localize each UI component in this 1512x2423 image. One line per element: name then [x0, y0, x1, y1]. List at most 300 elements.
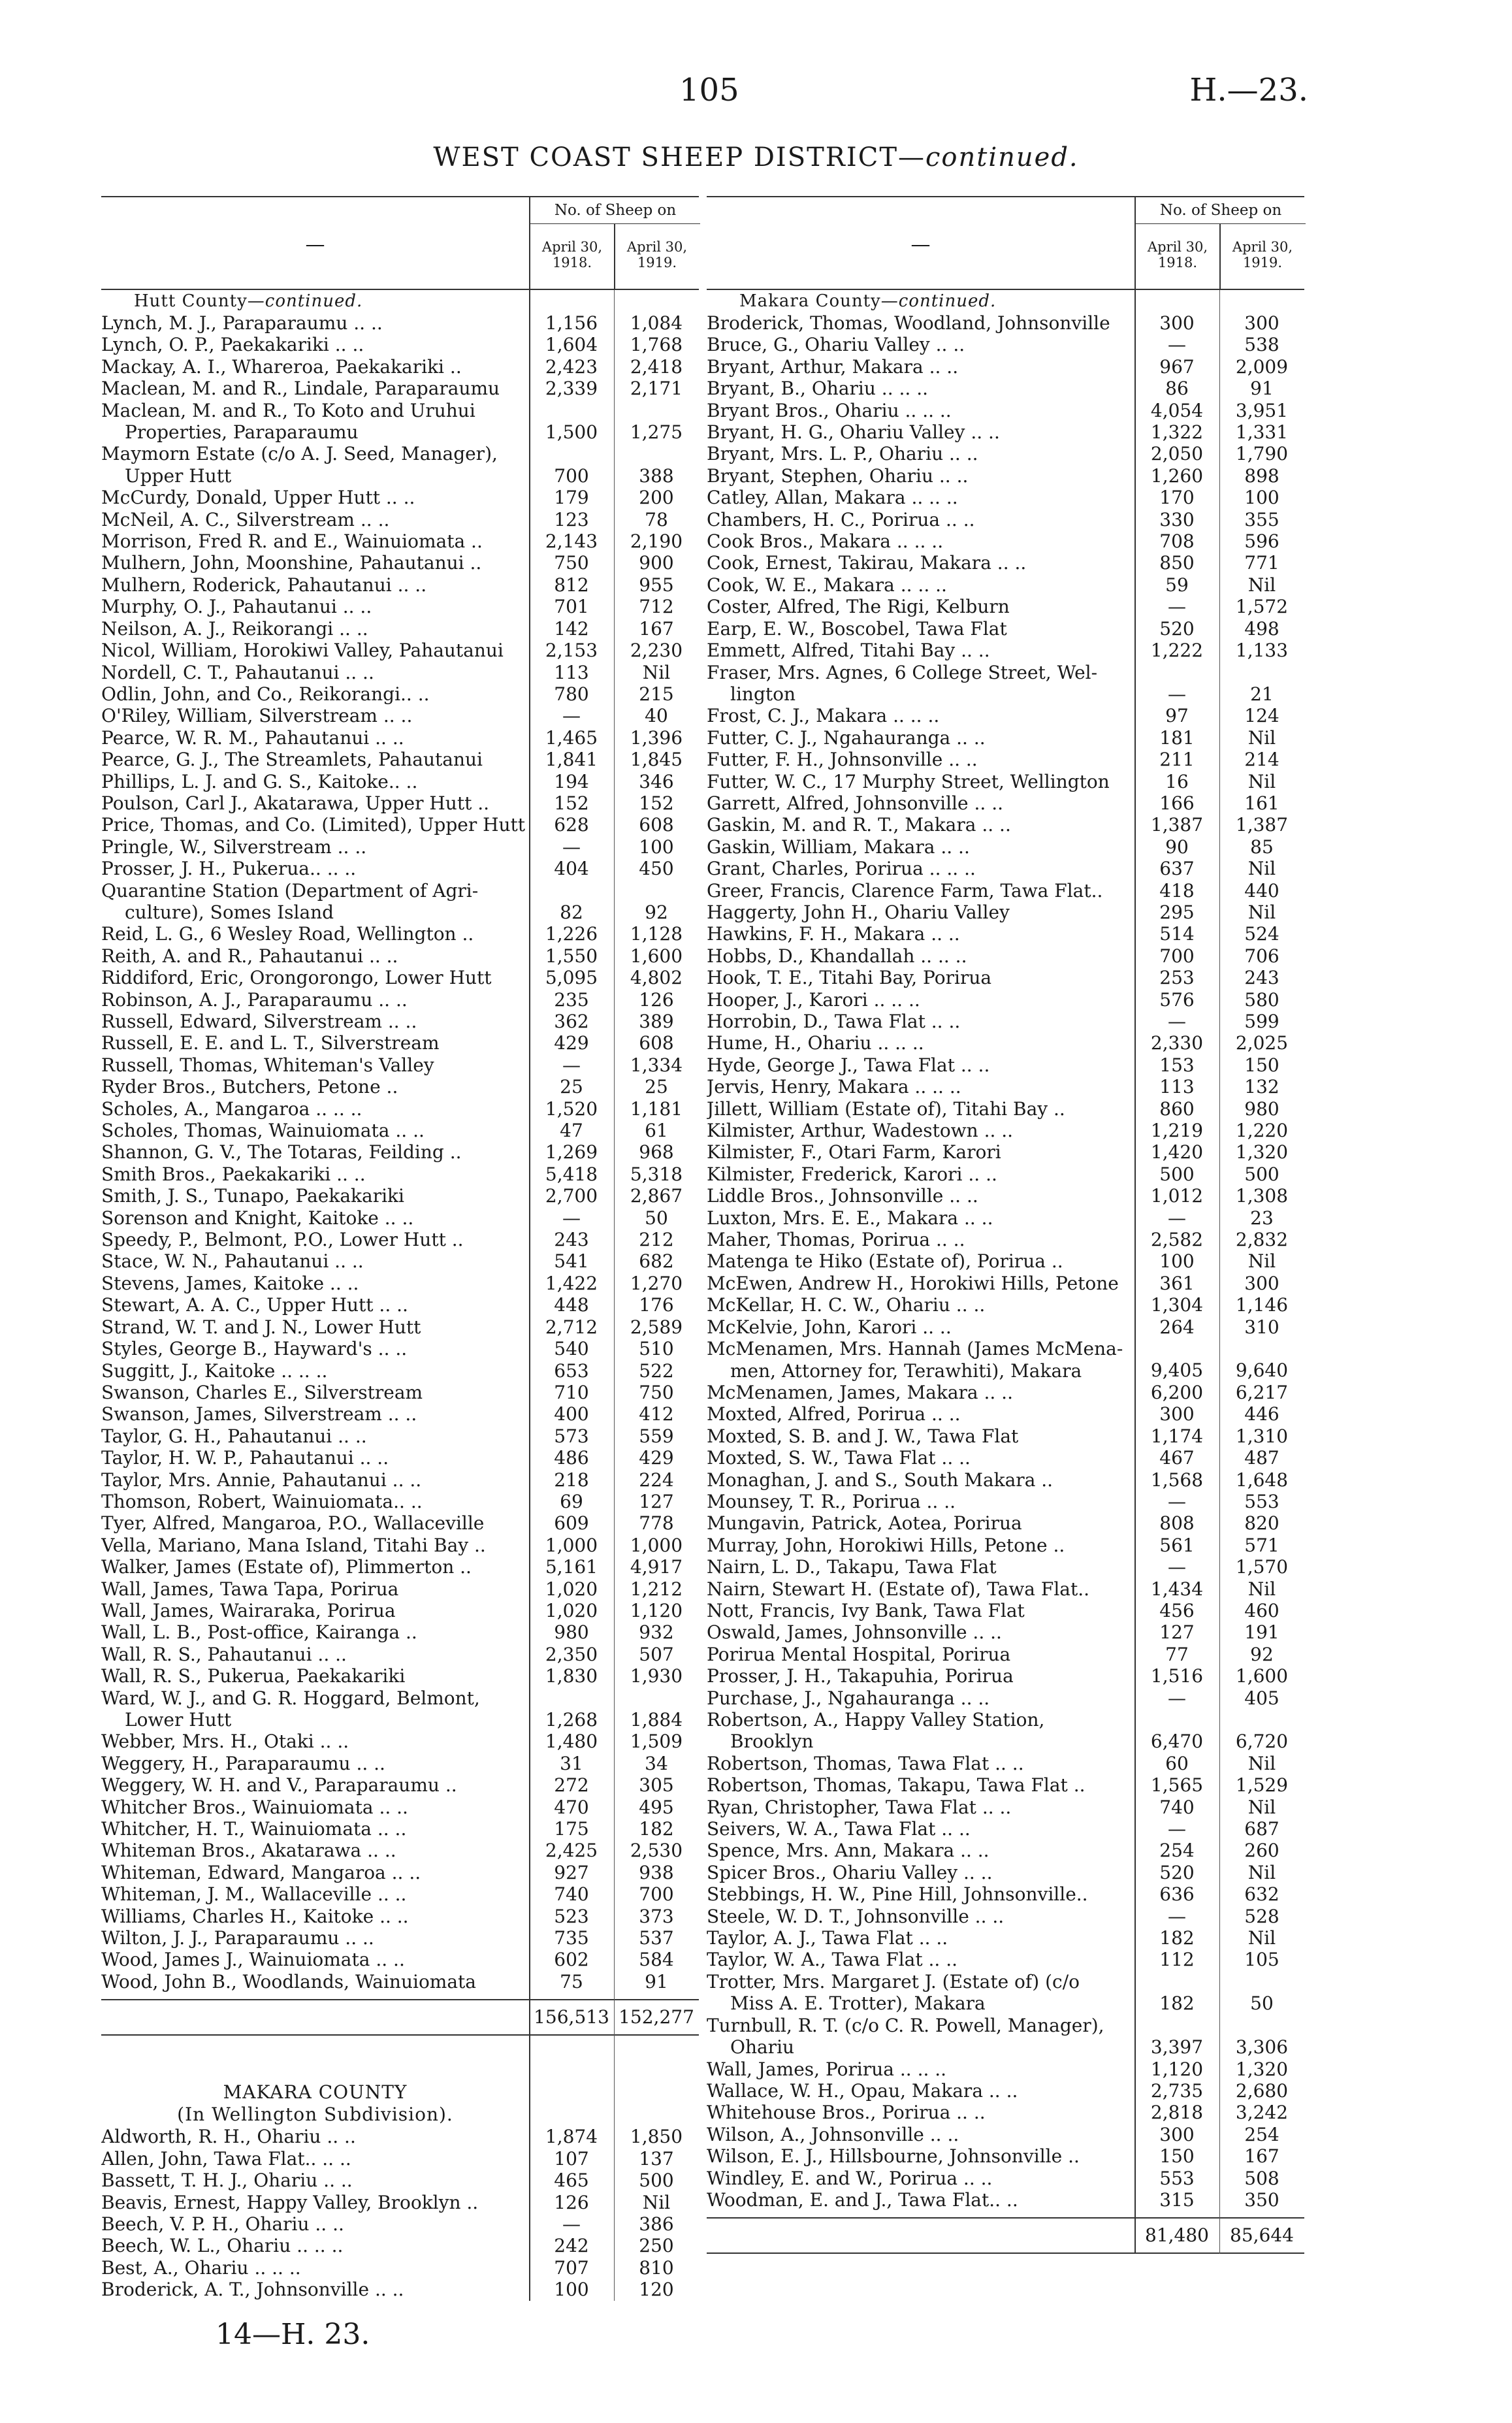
owner-name [707, 1818, 1134, 1840]
owner-name-line: McNeil, A. C., Silverstream .. .. [101, 508, 390, 530]
owner-name-line: Nairn, Stewart H. (Estate of), Tawa Flat.. [707, 1578, 1090, 1600]
owner-name-line: Greer, Francis, Clarence Farm, Tawa Flat.. [707, 879, 1103, 902]
sheep-1919: 500 [1244, 1163, 1279, 1185]
owner-name [101, 1818, 529, 1840]
table-row [101, 1949, 699, 1970]
sheep-1918: 254 [1159, 1840, 1195, 1862]
sheep-1918: 707 [554, 2256, 589, 2279]
owner-name [101, 1949, 529, 1970]
sheep-1919: 100 [639, 836, 674, 858]
owner-name-line: Odlin, John, and Co., Reikorangi.. .. [101, 683, 430, 705]
sheep-1919: 1,768 [630, 334, 683, 356]
owner-name [707, 2080, 1134, 2102]
table-row [101, 1098, 699, 1120]
owner-name [101, 530, 529, 552]
table-row [707, 2058, 1304, 2080]
table-row [101, 530, 699, 552]
table-row [707, 596, 1304, 617]
owner-name [707, 1076, 1134, 1098]
owner-name-line: Tyer, Alfred, Mangaroa, P.O., Wallaceville [101, 1512, 485, 1535]
sheep-1918: 2,425 [545, 1840, 598, 1862]
sheep-1919: 2,230 [630, 640, 683, 662]
sheep-1919: 34 [645, 1752, 668, 1774]
owner-name [707, 465, 1134, 487]
left-section-continued: continued. [265, 291, 363, 311]
owner-name-line: Wallace, W. H., Opau, Makara .. .. [707, 2079, 1018, 2102]
sheep-1919: 700 [639, 1883, 674, 1906]
table-row [101, 771, 699, 792]
sheep-1919: 40 [645, 705, 668, 727]
makara-county-title: MAKARA COUNTY [223, 2081, 408, 2104]
owner-name [707, 1578, 1134, 1600]
sheep-1918: 735 [554, 1927, 589, 1949]
owner-name-line: Stevens, James, Kaitoke .. .. [101, 1272, 359, 1294]
owner-name [101, 1403, 529, 1425]
sheep-1918: 1,480 [545, 1731, 598, 1753]
sheep-1919: 1,648 [1235, 1469, 1289, 1491]
owner-name-line: Steele, W. D. T., Johnsonville .. .. [707, 1905, 1005, 1927]
sheep-1919: 446 [1244, 1403, 1279, 1425]
sheep-1918: 404 [554, 858, 589, 880]
sheep-1918: — [1168, 683, 1186, 705]
table-row [101, 1054, 699, 1076]
sheep-1919: 538 [1244, 334, 1279, 356]
right-table-body [707, 290, 1304, 2254]
owner-name [707, 662, 1134, 706]
table-row [101, 2279, 699, 2300]
sheep-1919: 1,334 [630, 1054, 683, 1076]
owner-name [707, 1469, 1134, 1491]
sheep-1918: 520 [1159, 1861, 1195, 1883]
sheep-1918: 107 [554, 2147, 589, 2170]
table-row [101, 1535, 699, 1556]
owner-name-line: Riddiford, Eric, Orongorongo, Lower Hutt [101, 967, 492, 989]
owner-name [101, 640, 529, 661]
table-row [101, 792, 699, 814]
sheep-1919: 900 [639, 552, 674, 574]
owner-name [101, 1883, 529, 1905]
sheep-1919: 310 [1244, 1316, 1279, 1338]
sheep-1919: Nil [1247, 1927, 1276, 1949]
sheep-1919: 1,308 [1235, 1185, 1289, 1207]
owner-name-line: Oswald, James, Johnsonville .. .. [707, 1621, 1002, 1644]
owner-name [707, 1535, 1134, 1556]
sheep-1918: 16 [1165, 770, 1189, 792]
table-row [101, 1076, 699, 1098]
owner-name [101, 1600, 529, 1621]
owner-name-line: Robertson, A., Happy Valley Station, [707, 1709, 1045, 1731]
right-header-col1: April 30, 1918. [1134, 223, 1219, 289]
owner-name-line: Best, A., Ohariu .. .. .. [101, 2256, 301, 2279]
sheep-1918: 90 [1165, 836, 1189, 858]
sheep-1919: Nil [1247, 726, 1276, 749]
table-row [707, 400, 1304, 421]
table-row [101, 1447, 699, 1469]
table-row [101, 1491, 699, 1512]
sheep-1918: 448 [554, 1294, 589, 1316]
sheep-1919: 584 [639, 1949, 674, 1971]
sheep-1918: 1,012 [1150, 1185, 1204, 1207]
sheep-1919: 412 [639, 1403, 674, 1425]
owner-name-line: Strand, W. T. and J. N., Lower Hutt [101, 1316, 421, 1338]
owner-name [707, 814, 1134, 836]
table-row [101, 1906, 699, 1927]
owner-name-line: Sorenson and Knight, Kaitoke .. .. [101, 1207, 414, 1229]
owner-name [707, 858, 1134, 879]
owner-name-line: Stace, W. N., Pahautanui .. .. [101, 1250, 364, 1273]
sheep-1918: 362 [554, 1011, 589, 1032]
sheep-1919: Nil [1247, 1752, 1276, 1774]
owner-name [707, 945, 1134, 967]
sheep-1919: 1,850 [630, 2126, 683, 2148]
owner-name-line: Frost, C. J., Makara .. .. .. [707, 705, 940, 727]
sheep-1919: 1,084 [630, 312, 683, 334]
sheep-1919: 932 [639, 1621, 674, 1644]
sheep-1918: 1,020 [545, 1599, 598, 1621]
table-row [707, 1163, 1304, 1185]
owner-name-line: Maclean, M. and R., To Koto and Uruhui [101, 399, 475, 421]
owner-name-line: Smith, J. S., Tunapo, Paekakariki [101, 1185, 404, 1207]
owner-name-line: Russell, Thomas, Whiteman's Valley [101, 1054, 434, 1076]
table-row [101, 705, 699, 726]
table-row [101, 1360, 699, 1382]
owner-name-line: Wood, John B., Woodlands, Wainuiomata [101, 1970, 476, 1992]
table-row [101, 378, 699, 399]
owner-name [707, 1011, 1134, 1032]
sheep-1918: — [1168, 1011, 1186, 1032]
table-row [707, 1512, 1304, 1534]
owner-name [707, 1185, 1134, 1207]
owner-name [101, 334, 529, 355]
sheep-1919: 4,802 [630, 967, 683, 989]
owner-name-line: Catley, Allan, Makara .. .. .. [707, 487, 958, 509]
sheep-1918: 470 [554, 1796, 589, 1818]
table-row [101, 400, 699, 444]
owner-name-line: Morrison, Fred R. and E., Wainuiomata .. [101, 530, 483, 553]
sheep-1918: — [562, 1207, 581, 1229]
table-row [707, 1054, 1304, 1076]
table-row [101, 1971, 699, 1992]
owner-name-line: Bryant, Stephen, Ohariu .. .. [707, 464, 969, 487]
sheep-1918: 541 [554, 1250, 589, 1273]
left-spacer [101, 2036, 699, 2081]
sheep-1918: 1,420 [1150, 1141, 1204, 1163]
sheep-1918: 9,405 [1150, 1359, 1204, 1382]
table-row [707, 1425, 1304, 1447]
sheep-1918: 573 [554, 1425, 589, 1447]
owner-name [101, 1360, 529, 1382]
sheep-1919: 3,306 [1235, 2036, 1289, 2058]
owner-name-line: Trotter, Mrs. Margaret J. (Estate of) (c/o [707, 1970, 1080, 1992]
table-row [707, 705, 1304, 726]
table-row [707, 1120, 1304, 1141]
makara-rows [101, 2126, 699, 2300]
sheep-1918: 31 [560, 1752, 583, 1774]
table-row [707, 1273, 1304, 1294]
sheep-1919: 124 [1244, 705, 1279, 727]
sheep-1919: Nil [1247, 574, 1276, 596]
sheep-1918: 514 [1159, 923, 1195, 945]
owner-name [101, 880, 529, 924]
owner-name [101, 1229, 529, 1250]
sheep-1918: 272 [554, 1774, 589, 1797]
owner-name [707, 1207, 1134, 1229]
sheep-1918: 1,219 [1150, 1120, 1204, 1142]
owner-name-line: Taylor, Mrs. Annie, Pahautanui .. .. [101, 1469, 422, 1491]
owner-name-line: Murphy, O. J., Pahautanui .. .. [101, 596, 372, 618]
sheep-1918: 2,339 [545, 378, 598, 400]
sheep-1918: — [1168, 1818, 1186, 1840]
sheep-1919: 599 [1244, 1011, 1279, 1032]
sheep-1919: 1,220 [1235, 1120, 1289, 1142]
sheep-1918: 150 [1159, 2145, 1195, 2168]
owner-name-line: Weggery, W. H. and V., Paraparaumu .. [101, 1774, 457, 1797]
sheep-1919: 1,133 [1235, 640, 1289, 662]
table-row [101, 1163, 699, 1185]
table-row [707, 530, 1304, 552]
sheep-1918: 243 [554, 1229, 589, 1251]
owner-name [707, 1032, 1134, 1054]
sheep-1919: 608 [639, 1032, 674, 1054]
table-row [101, 2148, 699, 2170]
owner-name [707, 923, 1134, 945]
owner-name-line: Kilmister, Arthur, Wadestown .. .. [707, 1120, 1014, 1142]
table-row [707, 902, 1304, 923]
owner-name-line: Lynch, O. P., Paekakariki .. .. [101, 334, 364, 356]
sheep-1919: 21 [1250, 683, 1274, 705]
sheep-1919: 355 [1244, 508, 1279, 530]
table-row [707, 1011, 1304, 1032]
table-row [101, 2257, 699, 2279]
table-row [707, 618, 1304, 640]
sheep-1919: 300 [1244, 312, 1279, 334]
sheep-1919: 1,396 [630, 726, 683, 749]
table-row [707, 1927, 1304, 1949]
table-row [101, 334, 699, 355]
sheep-1918: 850 [1159, 552, 1195, 574]
sheep-1919: 2,832 [1235, 1229, 1289, 1251]
owner-name [101, 1578, 529, 1600]
sheep-1919: 898 [1244, 464, 1279, 487]
owner-name-continuation: Lower Hutt [125, 1709, 232, 1731]
sheep-1919: 771 [1244, 552, 1279, 574]
table-row [707, 858, 1304, 879]
sheep-1919: 1,181 [630, 1098, 683, 1120]
owner-name [101, 487, 529, 508]
owner-name [707, 1098, 1134, 1120]
sheep-1919: 254 [1244, 2123, 1279, 2145]
table-row [101, 1512, 699, 1534]
sheep-1918: 77 [1165, 1643, 1189, 1665]
sheep-1918: 6,470 [1150, 1731, 1204, 1753]
owner-name-line: Nott, Francis, Ivy Bank, Tawa Flat [707, 1599, 1025, 1621]
sheep-1918: 2,330 [1150, 1032, 1204, 1054]
owner-name [707, 1709, 1134, 1753]
owner-name-line: Robertson, Thomas, Tawa Flat .. .. [707, 1752, 1024, 1774]
sheep-1919: 487 [1244, 1447, 1279, 1469]
right-total-1918: 81,480 [1145, 2224, 1209, 2247]
sheep-1918: 1,604 [545, 334, 598, 356]
left-header-group: No. of Sheep on [529, 197, 700, 224]
table-row [707, 1665, 1304, 1687]
sheep-1918: — [562, 2213, 581, 2235]
right-table [707, 196, 1304, 2254]
sheep-1918: 2,050 [1150, 443, 1204, 465]
owner-name-line: Wall, L. B., Post-office, Kairanga .. [101, 1621, 417, 1644]
district-title-main: WEST COAST SHEEP DISTRICT— [433, 142, 926, 172]
owner-name [101, 1316, 529, 1338]
sheep-1919: 580 [1244, 988, 1279, 1011]
sheep-1919: 243 [1244, 967, 1279, 989]
table-row [707, 378, 1304, 399]
table-row [707, 1862, 1304, 1883]
owner-name-line: Beech, V. P. H., Ohariu .. .. [101, 2213, 344, 2235]
owner-name-line: Purchase, J., Ngahauranga .. .. [707, 1687, 990, 1709]
sheep-1919: 214 [1244, 749, 1279, 771]
sheep-1919: 810 [639, 2256, 674, 2279]
sheep-1919: Nil [642, 661, 671, 683]
sheep-1918: 700 [1159, 945, 1195, 967]
table-row [101, 1425, 699, 1447]
sheep-1918: 1,568 [1150, 1469, 1204, 1491]
owner-name [101, 836, 529, 858]
sheep-1919: 23 [1250, 1207, 1274, 1229]
table-row [101, 1818, 699, 1840]
owner-name [101, 1120, 529, 1141]
owner-name [101, 1621, 529, 1643]
left-header-col2: April 30, 1919. [614, 223, 699, 289]
sheep-1919: 608 [639, 814, 674, 836]
owner-name [101, 1338, 529, 1359]
owner-name [707, 2124, 1134, 2145]
sheep-1918: 2,582 [1150, 1229, 1204, 1251]
table-row [707, 334, 1304, 355]
owner-name-line: Wood, James J., Wainuiomata .. .. [101, 1949, 405, 1971]
owner-name-line: Luxton, Mrs. E. E., Makara .. .. [707, 1207, 993, 1229]
sheep-1918: 300 [1159, 312, 1195, 334]
owner-name-line: Scholes, Thomas, Wainuiomata .. .. [101, 1120, 425, 1142]
owner-name-line: Whiteman, J. M., Wallaceville .. .. [101, 1883, 407, 1906]
sheep-1919: 596 [1244, 530, 1279, 553]
sheep-1919: 182 [639, 1818, 674, 1840]
owner-name [707, 378, 1134, 399]
sheep-1919: 2,589 [630, 1316, 683, 1338]
table-row [707, 1382, 1304, 1403]
sheep-1918: 170 [1159, 487, 1195, 509]
sheep-1919: 2,025 [1235, 1032, 1289, 1054]
sheep-1918: — [562, 705, 581, 727]
sheep-1918: 400 [554, 1403, 589, 1425]
right-section-name: Makara County— [739, 291, 899, 311]
owner-name-line: Whiteman Bros., Akatarawa .. .. [101, 1840, 396, 1862]
owner-name-line: Ryan, Christopher, Tawa Flat .. .. [707, 1796, 1012, 1818]
makara-county-subtitle: (In Wellington Subdivision). [177, 2104, 453, 2126]
table-row [707, 1316, 1304, 1338]
sheep-1919: 100 [1244, 487, 1279, 509]
owner-name-line: Chambers, H. C., Porirua .. .. [707, 508, 975, 530]
owner-name-line: McEwen, Andrew H., Horokiwi Hills, Petone [707, 1272, 1119, 1294]
sheep-1919: 25 [645, 1076, 668, 1098]
sheep-1919: 1,387 [1235, 814, 1289, 836]
sheep-1919: 85 [1250, 836, 1274, 858]
owner-name [101, 945, 529, 967]
owner-name-line: Moxted, Alfred, Porirua .. .. [707, 1403, 961, 1425]
owner-name [707, 1338, 1134, 1382]
sheep-1918: 60 [1165, 1752, 1189, 1774]
owner-name [101, 727, 529, 749]
owner-name-line: Futter, W. C., 17 Murphy Street, Wellington [707, 770, 1110, 792]
sheep-1918: 361 [1159, 1272, 1195, 1294]
owner-name [707, 727, 1134, 749]
owner-name-line: Maher, Thomas, Porirua .. .. [707, 1229, 965, 1251]
sheep-1919: 460 [1244, 1599, 1279, 1621]
sheep-1919: 2,190 [630, 530, 683, 553]
table-row [707, 1032, 1304, 1054]
sheep-1918: 486 [554, 1447, 589, 1469]
sheep-1919: 167 [1244, 2145, 1279, 2168]
sheep-1919: 105 [1244, 1949, 1279, 1971]
table-row [707, 356, 1304, 378]
owner-name-line: McMenamen, Mrs. Hannah (James McMena- [707, 1338, 1123, 1360]
sheep-1918: 100 [554, 2279, 589, 2301]
table-row [707, 749, 1304, 770]
table-row [101, 2213, 699, 2235]
owner-name-line: Taylor, H. W. P., Pahautanui .. .. [101, 1447, 389, 1469]
sheep-1919: 938 [639, 1861, 674, 1883]
sheep-1919: 968 [639, 1141, 674, 1163]
sheep-1918: 97 [1165, 705, 1189, 727]
sheep-1918: 700 [554, 464, 589, 487]
sheep-1918: 113 [1159, 1076, 1195, 1098]
sheep-1918: 1,500 [545, 421, 598, 444]
sheep-1918: 808 [1159, 1512, 1195, 1535]
table-row [101, 2192, 699, 2213]
table-row [101, 1578, 699, 1600]
sheep-1918: 100 [1159, 1250, 1195, 1273]
table-row [101, 2235, 699, 2256]
owner-name [101, 1665, 529, 1687]
owner-name-line: Russell, E. E. and L. T., Silverstream [101, 1032, 440, 1054]
owner-name [101, 1556, 529, 1578]
owner-name-line: Kilmister, Frederick, Karori .. .. [707, 1163, 997, 1185]
sheep-1919: 2,680 [1235, 2079, 1289, 2102]
owner-name [707, 2058, 1134, 2080]
table-row [707, 1797, 1304, 1818]
sheep-1918: 315 [1159, 2188, 1195, 2211]
owner-name [707, 1120, 1134, 1141]
owner-name [707, 1927, 1134, 1949]
sheep-1919: 778 [639, 1512, 674, 1535]
table-row [101, 356, 699, 378]
sheep-1918: 967 [1159, 355, 1195, 378]
sheep-1918: 47 [560, 1120, 583, 1142]
sheep-1918: 300 [1159, 2123, 1195, 2145]
owner-name-line: Spence, Mrs. Ann, Makara .. .. [707, 1840, 989, 1862]
sheep-1919: 450 [639, 858, 674, 880]
owner-name-line: Gaskin, M. and R. T., Makara .. .. [707, 814, 1011, 836]
sheep-1919: 2,009 [1235, 355, 1289, 378]
owner-name [707, 443, 1134, 464]
owner-name [707, 1797, 1134, 1818]
sheep-1918: 2,700 [545, 1185, 598, 1207]
sheep-1918: 75 [560, 1970, 583, 1992]
sheep-1918: 1,260 [1150, 464, 1204, 487]
owner-name-line: Bryant, Mrs. L. P., Ohariu .. .. [707, 443, 978, 465]
table-row [101, 1883, 699, 1905]
sheep-1919: 500 [639, 2170, 674, 2192]
owner-name [101, 1250, 529, 1272]
sheep-1919: 176 [639, 1294, 674, 1316]
